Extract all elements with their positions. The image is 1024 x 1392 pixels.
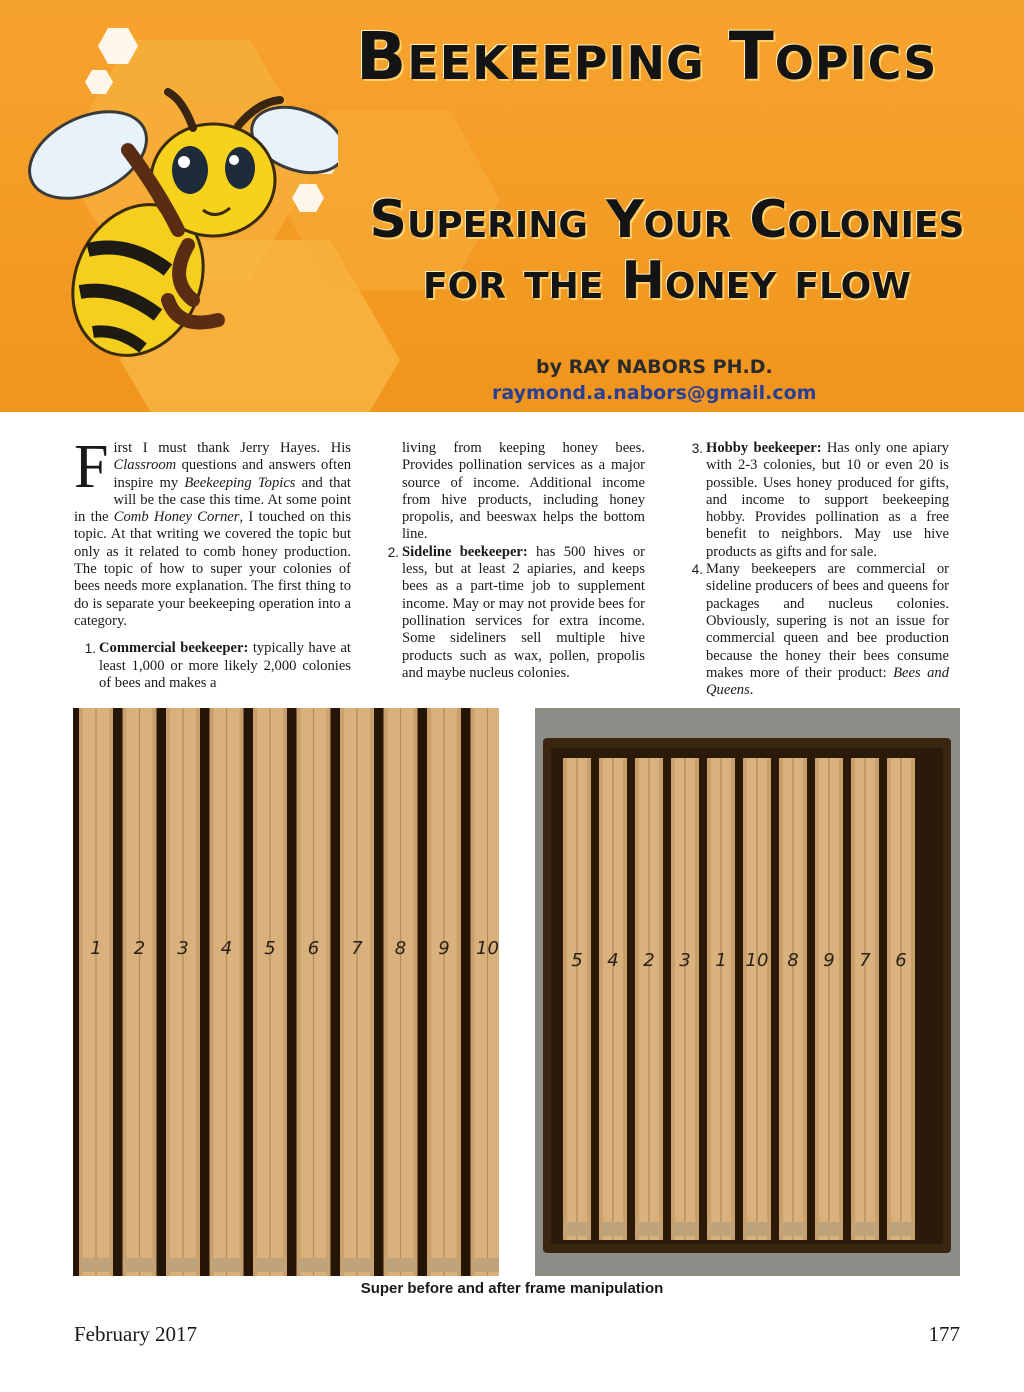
frame-number-label: 6 — [307, 938, 320, 959]
header-banner — [0, 0, 1024, 412]
frame-top-bar — [671, 758, 699, 1240]
frame-number-label: 8 — [787, 950, 799, 971]
frame-number-label: 9 — [823, 950, 835, 971]
frame-top-bar — [123, 708, 157, 1276]
frame-top-bar — [743, 758, 771, 1240]
photo-super-after — [535, 708, 960, 1276]
intro-italic-classroom: Classroom — [113, 457, 177, 474]
list-text: . — [749, 682, 754, 699]
list-text: Has only one apiary with 2-3 colonies, but 10 or even 20 is possible. Uses honey produced for gifts, and income to support beekeeping hobby. Provides pollination as a free benefit to neighbors. May use hive products as gifts and for sale. — [706, 440, 949, 560]
list-number: 2. — [387, 544, 399, 560]
frames-before-illustration — [73, 708, 499, 1276]
text-column-2 — [381, 440, 645, 682]
list-term: Hobby beekeeper: — [706, 440, 822, 456]
frame-top-bar — [471, 708, 500, 1276]
intro-paragraph — [74, 433, 352, 630]
frame-number-label: 4 — [607, 950, 619, 971]
cartoon-bee-icon — [18, 70, 338, 390]
frame-top-bar — [707, 758, 735, 1240]
list-italic-bees-and-queens: Bees and Queens — [706, 664, 949, 699]
frame-number-label: 1 — [90, 938, 102, 959]
intro-italic-comb-honey-corner: Comb Honey Corner — [113, 509, 240, 526]
frame-number-label: 10 — [745, 950, 769, 971]
page-number: 177 — [928, 1322, 960, 1346]
frame-top-bar — [297, 708, 331, 1276]
list-text: typically have at least 1,000 or more likely 2,000 colonies of bees and makes a — [99, 640, 351, 691]
frame-top-bar — [887, 758, 915, 1240]
list-text: Many beekeepers are commercial or sideline producers of bees and queens for packages and nucleus colonies. Obviously, supering is not an issue for commercial queen and bee production because the honey their bees consume makes more of their product: — [706, 561, 949, 681]
frame-number-label: 3 — [679, 950, 691, 971]
frame-top-bar — [427, 708, 461, 1276]
frame-top-bar — [635, 758, 663, 1240]
author-byline: by RAY NABORS PH.D. — [536, 356, 773, 378]
article-title — [322, 190, 1012, 313]
frame-top-bar — [563, 758, 591, 1240]
frame-number-label: 4 — [220, 938, 233, 959]
intro-text: and that will be the case this time. At some point in the — [74, 474, 351, 526]
frame-number-label: 6 — [895, 950, 907, 971]
series-title: Beekeeping Topics — [356, 18, 938, 95]
article-title-line-1: Supering Your Colonies — [369, 190, 965, 250]
frame-number-label: 5 — [264, 938, 276, 959]
frame-top-bar — [851, 758, 879, 1240]
frame-top-bar — [166, 708, 200, 1276]
list-item-hobby — [688, 440, 949, 561]
article-title-line-2: for the Honey flow — [423, 251, 911, 312]
list-item-queen-producers — [688, 561, 949, 699]
frame-number-label: 10 — [476, 938, 499, 959]
list-number: 4. — [691, 562, 703, 578]
frame-number-label: 2 — [133, 938, 146, 959]
frame-number-label: 9 — [438, 938, 450, 959]
intro-text: irst I must thank Jerry Hayes. His — [113, 440, 351, 456]
list-number: 3. — [691, 441, 703, 456]
frame-top-bar — [340, 708, 374, 1276]
intro-italic-beekeeping-topics: Beekeeping Topics — [184, 474, 296, 491]
frame-top-bar — [79, 708, 113, 1276]
frame-number-label: 8 — [394, 938, 407, 959]
list-term: Commercial beekeeper: — [99, 640, 249, 657]
frame-number-label: 1 — [715, 950, 727, 971]
frame-top-bar — [779, 758, 807, 1240]
list-term: Sideline beekeeper: — [402, 543, 528, 560]
frame-number-label: 5 — [571, 950, 583, 971]
drop-cap: F — [74, 433, 109, 501]
photo-caption: Super before and after frame manipulation — [360, 1280, 664, 1297]
text-column-1 — [74, 433, 352, 692]
frame-top-bar — [815, 758, 843, 1240]
frame-top-bar — [384, 708, 418, 1276]
frame-top-bar — [253, 708, 287, 1276]
list-number: 1. — [84, 641, 96, 657]
text-column-3 — [688, 440, 949, 699]
photo-super-before — [73, 708, 499, 1276]
list-text: living from keeping honey bees. Provides pollination services as a major source of income. Additional income from hive products, including honey propolis, and beeswax helps the bottom line. — [402, 440, 645, 543]
frame-top-bar — [599, 758, 627, 1240]
list-item-commercial-continued — [381, 440, 645, 544]
frame-top-bar — [210, 708, 244, 1276]
frame-number-label: 3 — [177, 938, 189, 959]
issue-date: February 2017 — [74, 1322, 198, 1346]
list-text: has 500 hives or less, but at least 2 apiaries, and keeps bees as a part-time job to supplement income. May or may not provide bees for pollination services for extra income. Some sideliners sell multiple hive products such as wax, pollen, propolis and maybe nucleus colonies. — [402, 543, 645, 681]
frame-number-label: 2 — [643, 950, 655, 971]
intro-text: questions and answers often inspire my — [113, 457, 351, 491]
author-email: raymond.a.nabors@gmail.com — [492, 382, 817, 404]
frame-number-label: 7 — [351, 938, 363, 959]
frames-after-illustration — [535, 708, 960, 1276]
list-item-sideline — [381, 544, 645, 682]
frame-number-label: 7 — [859, 950, 871, 971]
list-item-commercial — [74, 640, 351, 692]
intro-text: , I touched on this topic. At that writing we covered the topic but only as it related to comb honey production. The topic of how to super your colonies of bees needs more explanation. The first thing to do is separate your beekeeping operation into a category. — [74, 509, 352, 629]
